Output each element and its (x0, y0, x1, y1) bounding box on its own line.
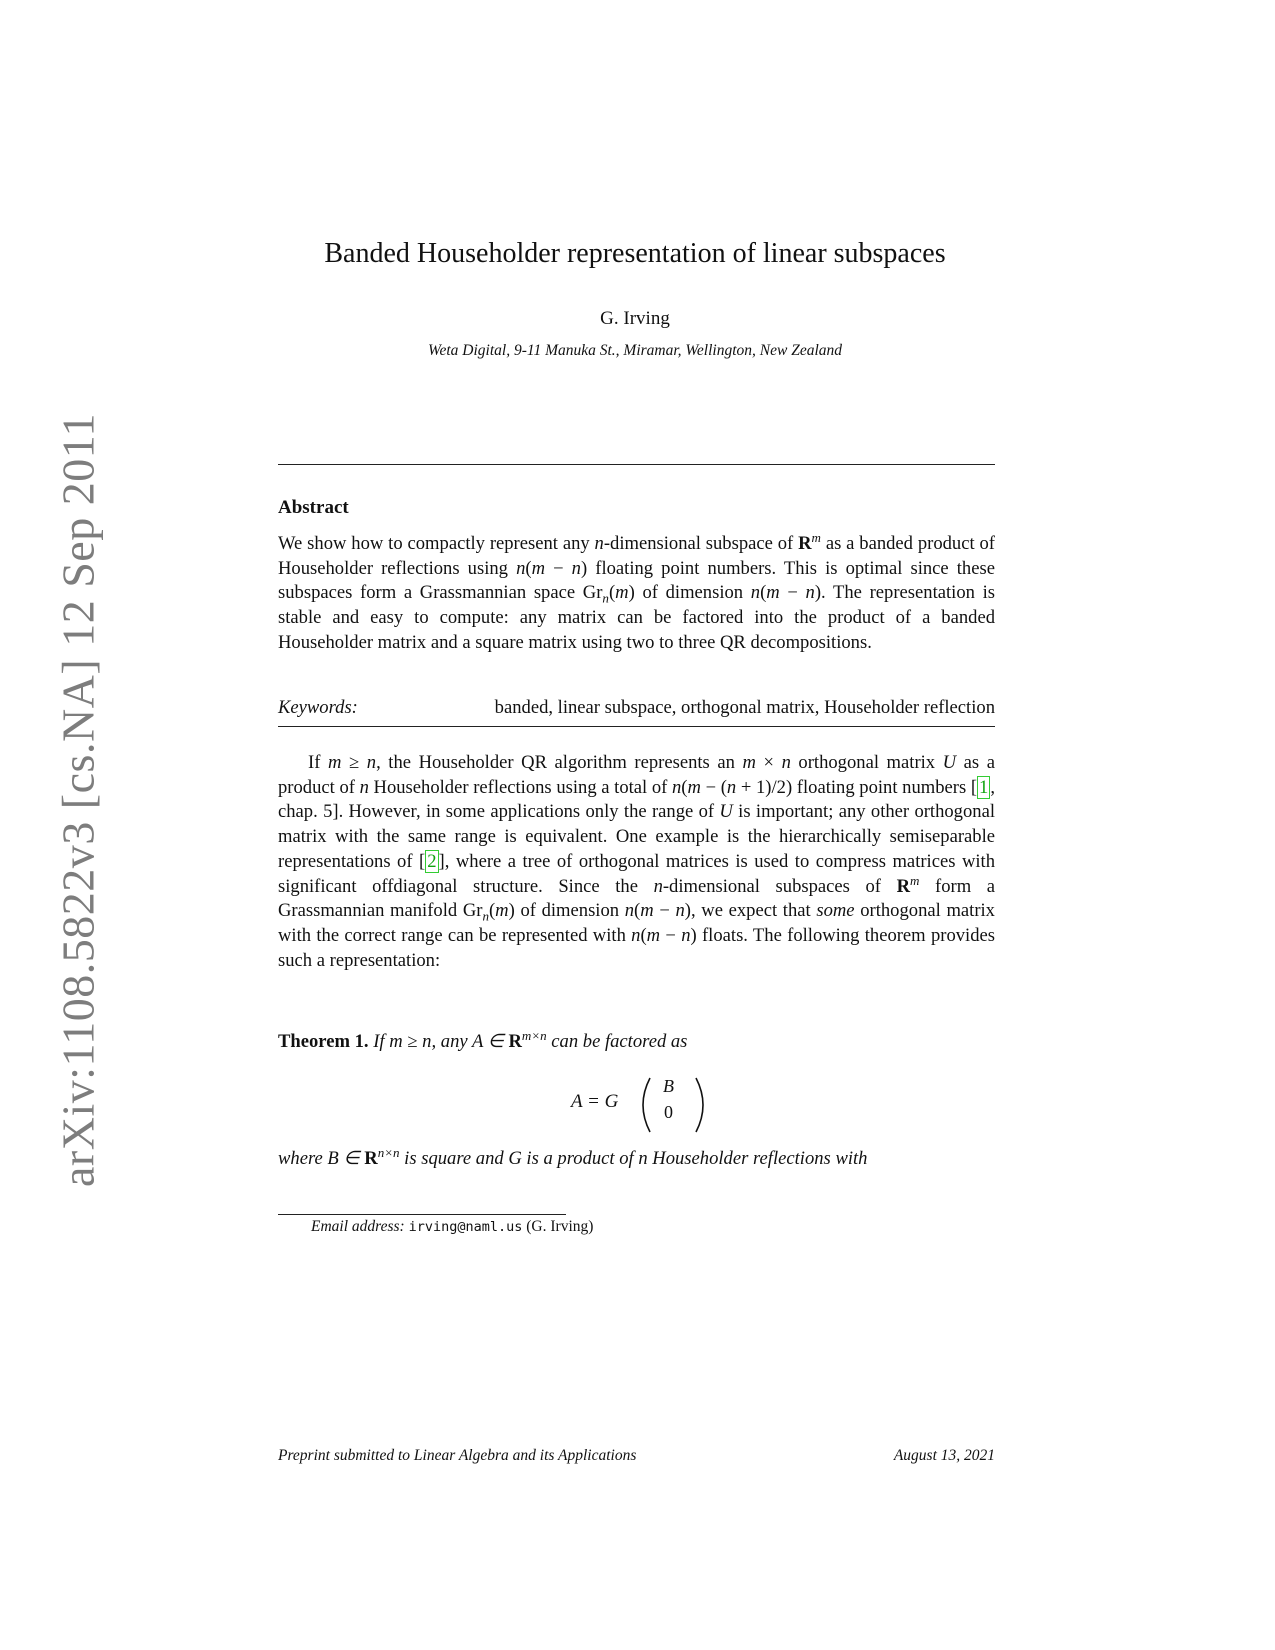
citation-2-link[interactable]: 2 (427, 850, 437, 872)
matrix-entry-bottom: 0 (664, 1102, 673, 1122)
arxiv-identifier: arXiv:1108.5822v3 [cs.NA] 12 Sep 2011 (52, 413, 104, 1187)
citation-1-link[interactable]: 1 (979, 776, 989, 798)
theorem-continuation: where B ∈ $R^{n\times n}$ is square and G is a product of n Householder reflections with (278, 1144, 868, 1169)
equation-lhs: A = G (571, 1091, 619, 1112)
theorem-statement (278, 1027, 995, 1053)
footnote (311, 1218, 593, 1236)
footnote-rule (278, 1214, 566, 1215)
abstract-top-rule (278, 464, 995, 465)
matrix-parentheses (560, 1074, 720, 1136)
intro-paragraph: If m ≥ n, the Householder QR algorithm represents an m × n orthogonal matrix U as a product of n Householder reflections using a total of n(m − (n + 1)/2) floating point numbers [ 1 , chap. 5]. However, in some applications only the range of U is important; any other orthogonal matrix with the same range is equivalent. One example is the hierarchically semiseparable representations of [ 2 ], where a tree of orthogonal matrices is used to compress matrices with significant offdiagonal structure. Since the n-dimensional subspaces of $R^m$ form a Grassmannian manifold $Gr_n(m)$ of dimension n(m − n), we expect that some orthogonal matrix with the correct range can be represented with n(m − n) floats. The following theorem provides such a representation: (278, 752, 996, 971)
theorem-label: Theorem 1. (278, 1031, 369, 1052)
author-name: G. Irving (600, 308, 670, 329)
keywords-text: banded, linear subspace, orthogonal matrix, Householder reflection (494, 697, 995, 718)
keywords-label: Keywords: (278, 697, 358, 718)
abstract-heading: Abstract (278, 497, 349, 518)
matrix-entry-top: B (663, 1076, 674, 1096)
abstract-body: We show how to compactly represent any n-dimensional subspace of $R^m$ as a banded product of Householder reflections using n(m − n) floating point numbers. This is optimal since these subspaces form a Grassmannian space $Gr_n(m)$ of dimension n(m − n). The representation is stable and easy to compute: any matrix can be factored into the product of a banded Householder matrix and a square matrix using two to three QR decompositions. (278, 529, 995, 653)
theorem-text: If m ≥ n, any A ∈ $R^{m\times n}$ can be factored as (373, 1027, 688, 1052)
theorem-equation (560, 1074, 720, 1136)
keywords-line (278, 697, 995, 719)
abstract-bottom-rule (278, 726, 995, 727)
footnote-name: (G. Irving) (526, 1218, 594, 1235)
footer-journal: Preprint submitted to Linear Algebra and its Applications (278, 1447, 637, 1464)
footnote-label: Email address: (311, 1218, 405, 1235)
paper-title: Banded Householder representation of linear subspaces (324, 238, 946, 269)
author-email-link[interactable]: irving@naml.us (408, 1219, 523, 1235)
author-affiliation: Weta Digital, 9-11 Manuka St., Miramar, Wellington, New Zealand (427, 342, 843, 359)
footer-date: August 13, 2021 (893, 1447, 995, 1464)
